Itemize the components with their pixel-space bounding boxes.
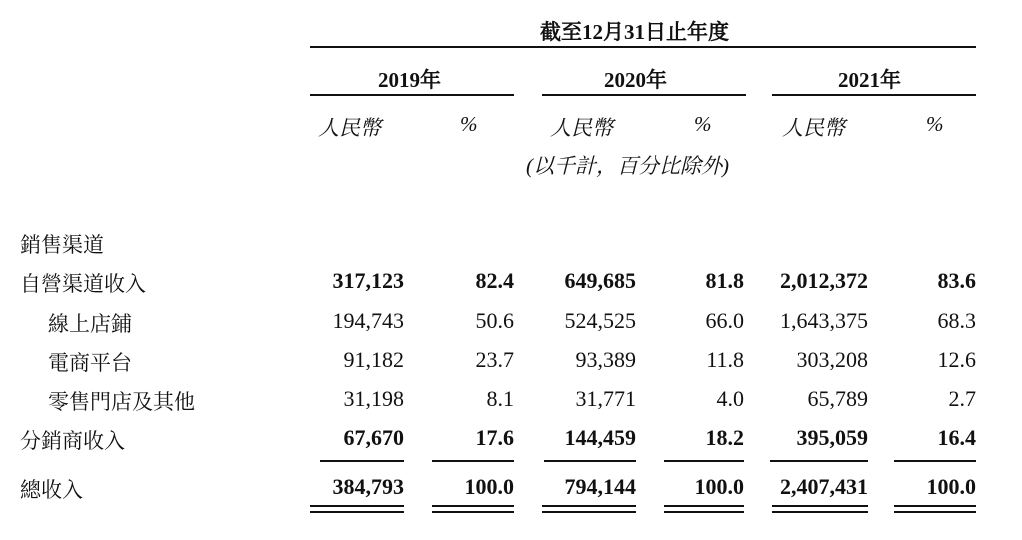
year-rule-2020 xyxy=(542,94,746,96)
cell-value: 524,525 xyxy=(564,308,636,333)
currency-2019: 人民幣 xyxy=(318,116,381,140)
subtotal-rule xyxy=(894,460,976,462)
cell-value: 67,670 xyxy=(343,425,404,450)
total-double-rule xyxy=(432,505,514,507)
row-label-distributor: 分銷商收入 xyxy=(20,429,125,453)
total-double-rule xyxy=(542,505,636,507)
subtotal-rule xyxy=(320,460,404,462)
total-double-rule xyxy=(664,511,744,513)
cell-value: 93,389 xyxy=(575,347,636,372)
cell-value: 81.8 xyxy=(705,268,744,293)
cell-value: 17.6 xyxy=(475,425,514,450)
total-double-rule xyxy=(894,511,976,513)
cell-value: 18.2 xyxy=(705,425,744,450)
subtotal-rule xyxy=(664,460,744,462)
percent-2021: % xyxy=(926,112,944,136)
period-header: 截至12月31日止年度 xyxy=(540,20,729,44)
cell-value: 91,182 xyxy=(343,347,404,372)
cell-value: 794,144 xyxy=(564,474,636,499)
row-label-retail: 零售門店及其他 xyxy=(48,390,195,414)
cell-value: 395,059 xyxy=(796,425,868,450)
cell-value: 649,685 xyxy=(564,268,636,293)
percent-2019: % xyxy=(460,112,478,136)
row-label-self-operated: 自營渠道收入 xyxy=(20,272,146,296)
cell-value: 65,789 xyxy=(807,386,868,411)
total-double-rule xyxy=(772,505,868,507)
cell-value: 384,793 xyxy=(332,474,404,499)
cell-value: 1,643,375 xyxy=(780,308,868,333)
year-2021: 2021年 xyxy=(838,68,901,92)
cell-value: 194,743 xyxy=(332,308,404,333)
cell-value: 31,771 xyxy=(575,386,636,411)
subtotal-rule xyxy=(544,460,636,462)
cell-value: 82.4 xyxy=(475,268,514,293)
row-label-ecommerce: 電商平台 xyxy=(48,351,132,375)
cell-value: 100.0 xyxy=(694,474,744,499)
cell-value: 4.0 xyxy=(716,386,744,411)
cell-value: 2,012,372 xyxy=(780,268,868,293)
total-double-rule xyxy=(894,505,976,507)
subtotal-rule xyxy=(432,460,514,462)
currency-2020: 人民幣 xyxy=(550,116,613,140)
year-rule-2019 xyxy=(310,94,514,96)
total-double-rule xyxy=(310,505,404,507)
subtotal-rule xyxy=(770,460,868,462)
row-label-total: 總收入 xyxy=(20,478,83,502)
total-double-rule xyxy=(310,511,404,513)
percent-2020: % xyxy=(694,112,712,136)
cell-value: 144,459 xyxy=(564,425,636,450)
total-double-rule xyxy=(664,505,744,507)
cell-value: 23.7 xyxy=(475,347,514,372)
cell-value: 100.0 xyxy=(464,474,514,499)
row-label-online-store: 線上店鋪 xyxy=(48,312,132,336)
cell-value: 2.7 xyxy=(948,386,976,411)
period-rule xyxy=(310,46,976,48)
row-label-sales-channel: 銷售渠道 xyxy=(20,233,104,257)
currency-2021: 人民幣 xyxy=(782,116,845,140)
total-double-rule xyxy=(772,511,868,513)
cell-value: 303,208 xyxy=(796,347,868,372)
year-rule-2021 xyxy=(772,94,976,96)
cell-value: 83.6 xyxy=(937,268,976,293)
cell-value: 31,198 xyxy=(343,386,404,411)
cell-value: 2,407,431 xyxy=(780,474,868,499)
total-double-rule xyxy=(542,511,636,513)
cell-value: 68.3 xyxy=(937,308,976,333)
cell-value: 100.0 xyxy=(926,474,976,499)
cell-value: 66.0 xyxy=(705,308,744,333)
unit-note: (以千計，百分比除外) xyxy=(526,154,729,178)
year-2020: 2020年 xyxy=(604,68,667,92)
cell-value: 8.1 xyxy=(486,386,514,411)
cell-value: 16.4 xyxy=(937,425,976,450)
cell-value: 12.6 xyxy=(937,347,976,372)
year-2019: 2019年 xyxy=(378,68,441,92)
cell-value: 11.8 xyxy=(706,347,744,372)
cell-value: 317,123 xyxy=(332,268,404,293)
cell-value: 50.6 xyxy=(475,308,514,333)
total-double-rule xyxy=(432,511,514,513)
